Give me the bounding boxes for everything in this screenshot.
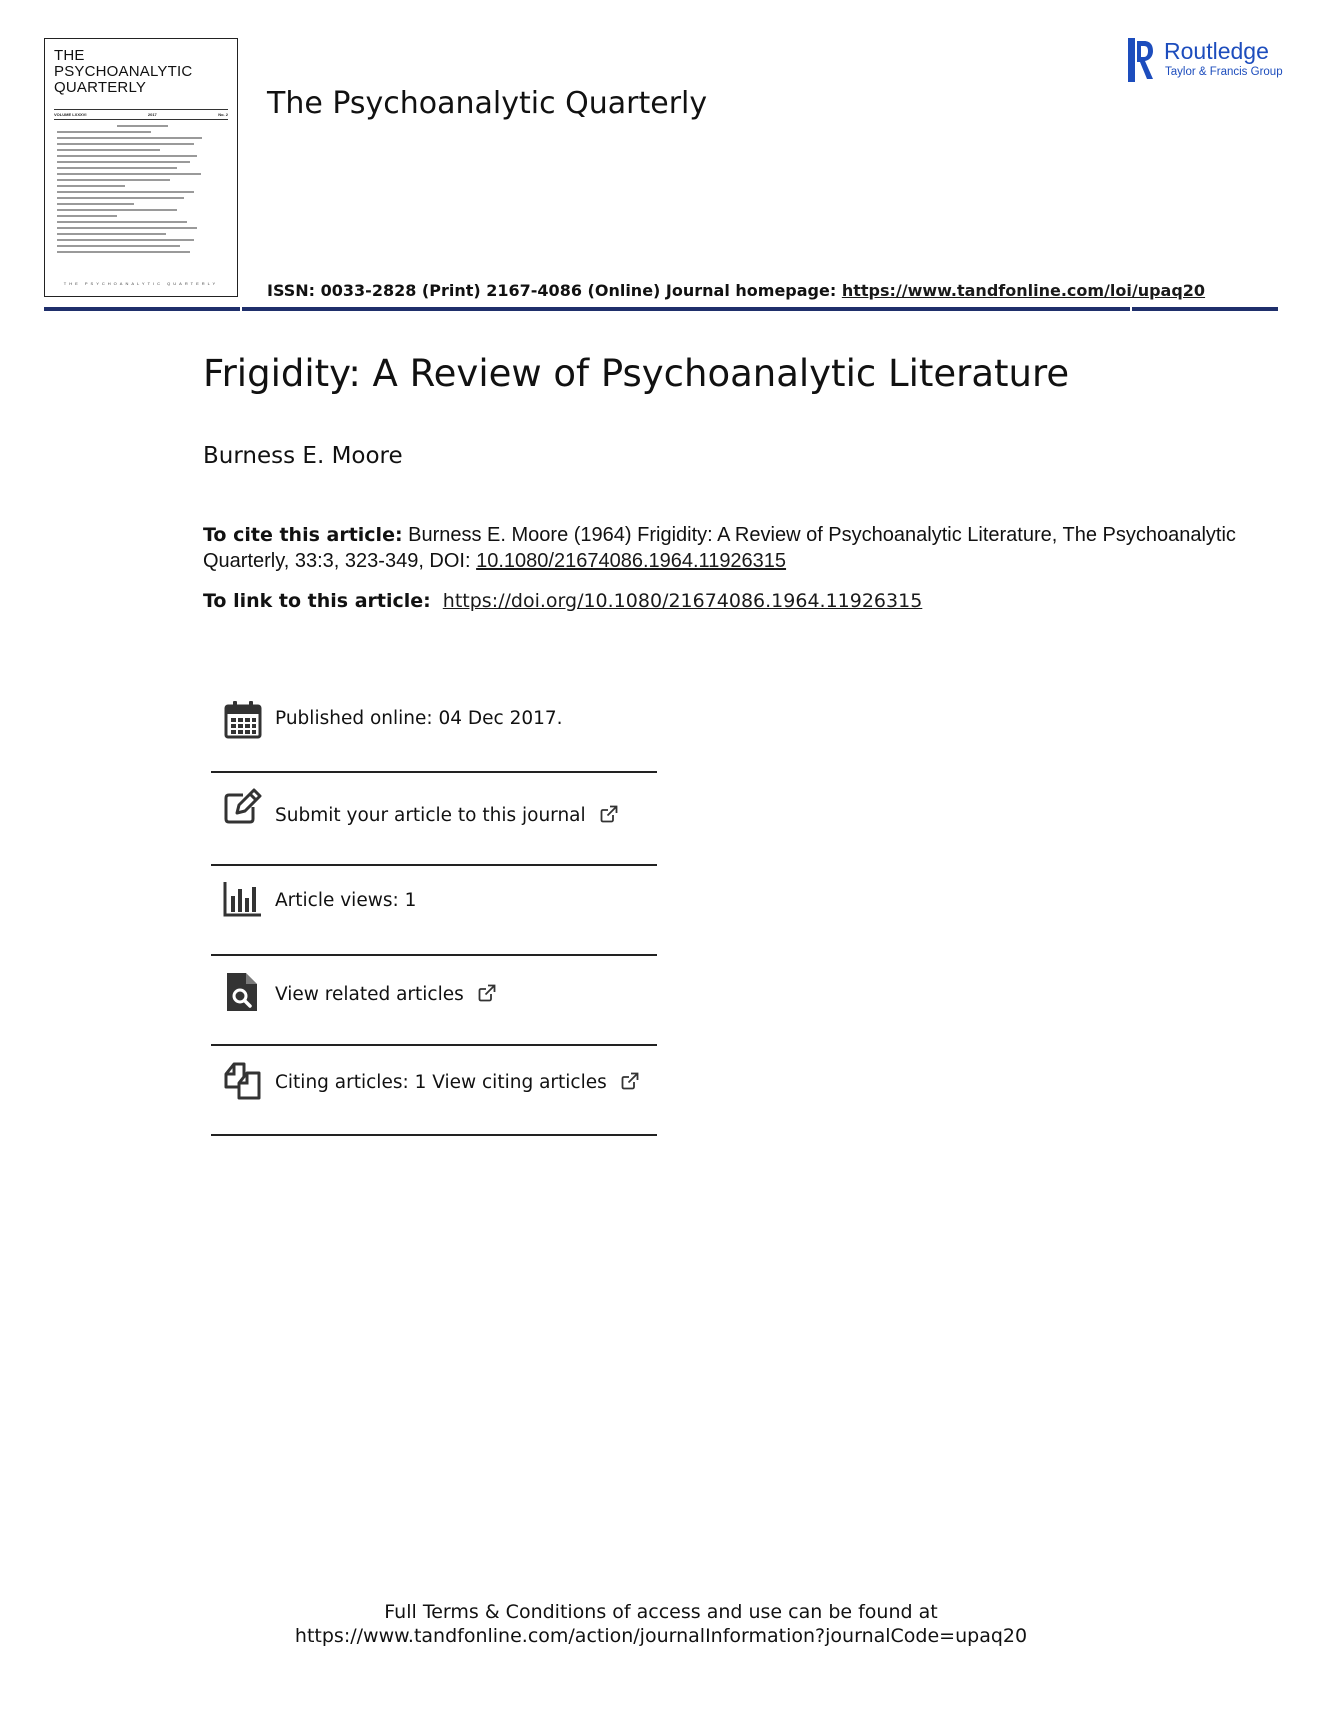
citing-articles-text[interactable] bbox=[275, 1072, 639, 1093]
header-divider bbox=[44, 307, 1278, 311]
cover-divider bbox=[54, 119, 228, 120]
cover-title-line: PSYCHOANALYTIC bbox=[54, 63, 193, 80]
cite-label: To cite this article: bbox=[203, 524, 403, 546]
submit-article-label[interactable]: Submit your article to this journal bbox=[275, 805, 586, 826]
article-title: Frigidity: A Review of Psychoanalytic Literature bbox=[203, 352, 1070, 395]
article-views-item bbox=[211, 866, 657, 956]
cover-title-line: THE bbox=[54, 47, 85, 64]
publisher-group: Taylor & Francis Group bbox=[1165, 66, 1283, 78]
article-views-text: Article views: 1 bbox=[275, 890, 417, 911]
submit-article-item[interactable] bbox=[211, 773, 657, 866]
article-doi-url[interactable]: https://doi.org/10.1080/21674086.1964.11926315 bbox=[442, 590, 923, 612]
article-author: Burness E. Moore bbox=[203, 443, 403, 469]
citing-articles-item[interactable] bbox=[211, 1046, 657, 1136]
issn-line bbox=[267, 281, 1205, 300]
cover-volume: VOLUME LXXXVI bbox=[54, 112, 87, 117]
journal-name: The Psychoanalytic Quarterly bbox=[267, 86, 708, 121]
cite-text: Burness E. Moore (1964) Frigidity: A Review of Psychoanalytic Literature, The Psychoanalytic Quarterly, 33:3, 323-349, DOI: bbox=[203, 524, 1236, 572]
citation-block bbox=[203, 522, 1243, 574]
terms-url[interactable]: https://www.tandfonline.com/action/journalInformation?journalCode=upaq20 bbox=[294, 1625, 1028, 1647]
doi-link[interactable]: 10.1080/21674086.1964.11926315 bbox=[476, 550, 787, 572]
related-articles-text[interactable] bbox=[275, 984, 496, 1005]
cover-title-line: QUARTERLY bbox=[54, 79, 147, 96]
related-articles-item[interactable] bbox=[211, 956, 657, 1046]
edit-icon bbox=[223, 787, 263, 827]
terms-footer bbox=[0, 1600, 1322, 1648]
external-link-icon bbox=[600, 805, 618, 823]
published-online-item bbox=[211, 690, 657, 773]
external-link-icon bbox=[478, 984, 496, 1002]
cover-divider bbox=[54, 109, 228, 110]
cover-meta bbox=[54, 112, 228, 117]
link-label: To link to this article: bbox=[203, 590, 431, 612]
cover-contents-lines bbox=[57, 125, 228, 257]
cover-year: 2017 bbox=[147, 112, 157, 117]
calendar-icon bbox=[223, 700, 263, 740]
routledge-logo-icon bbox=[1128, 38, 1154, 82]
article-info-list bbox=[211, 690, 657, 1136]
publisher-name: Routledge bbox=[1164, 38, 1269, 64]
citing-articles-label[interactable]: Citing articles: 1 View citing articles bbox=[275, 1072, 607, 1093]
journal-homepage-link[interactable]: https://www.tandfonline.com/loi/upaq20 bbox=[841, 281, 1206, 300]
bar-chart-icon bbox=[223, 880, 263, 920]
cover-number: No. 2 bbox=[218, 112, 228, 117]
copy-documents-icon bbox=[223, 1060, 263, 1100]
routledge-logo[interactable] bbox=[1126, 38, 1286, 84]
cover-footer: THE PSYCHOANALYTIC QUARTERLY bbox=[63, 281, 219, 286]
terms-line: Full Terms & Conditions of access and use can be found at bbox=[384, 1601, 938, 1623]
published-online-text: Published online: 04 Dec 2017. bbox=[275, 708, 563, 729]
journal-cover-thumbnail bbox=[44, 38, 238, 297]
cover-title bbox=[54, 48, 192, 96]
submit-article-text[interactable] bbox=[275, 805, 618, 826]
external-link-icon bbox=[621, 1072, 639, 1090]
document-search-icon bbox=[223, 972, 263, 1012]
issn-text: ISSN: 0033-2828 (Print) 2167-4086 (Online) Journal homepage: bbox=[267, 281, 837, 300]
related-articles-label[interactable]: View related articles bbox=[275, 984, 464, 1005]
article-link-line bbox=[203, 590, 922, 612]
